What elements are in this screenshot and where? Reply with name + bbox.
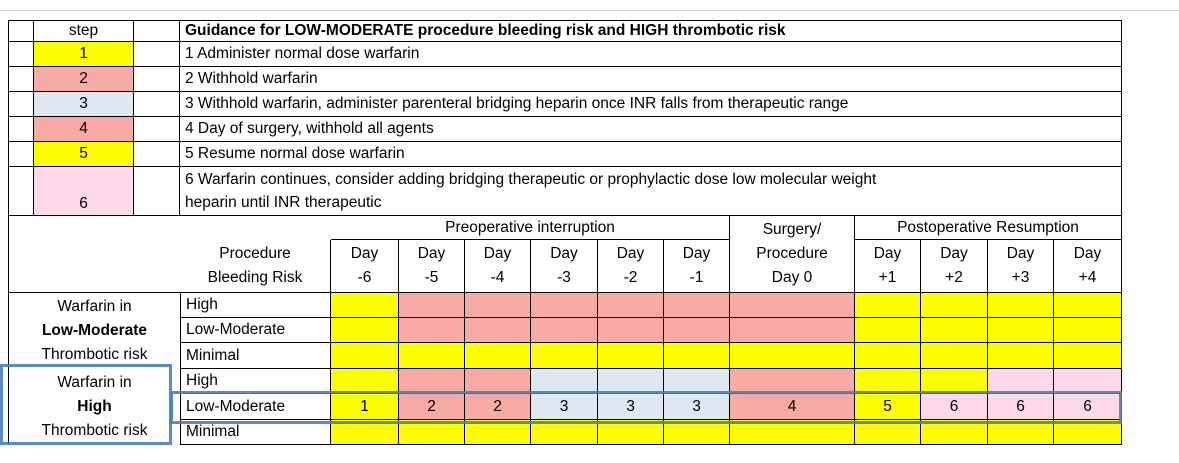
- step-6-text-line1: 6 Warfarin continues, consider adding bridging therapeutic or prophylactic dose low molecular weight: [185, 171, 877, 188]
- day-header: [921, 240, 988, 293]
- day-word: Day: [350, 245, 379, 262]
- group-line1: Warfarin in: [57, 374, 132, 391]
- grid-cell: [988, 318, 1054, 343]
- surgery-line3: Day 0: [771, 269, 813, 286]
- grid-cell: [465, 318, 531, 343]
- day-word: Day: [417, 245, 446, 262]
- grid-cell: [730, 293, 855, 318]
- day-header: [598, 240, 664, 293]
- step-4-badge: 4: [34, 117, 134, 142]
- grid-cell: [465, 343, 531, 369]
- surgery-line1: Surgery/: [762, 221, 822, 238]
- grid-cell: [664, 293, 730, 318]
- blank-cell: [134, 117, 180, 142]
- grid-cell: [1054, 293, 1122, 318]
- grid-cell: [988, 293, 1054, 318]
- day-number: +4: [1078, 269, 1097, 286]
- risk-label: Low-Moderate: [180, 394, 331, 420]
- risk-label: Minimal: [180, 343, 331, 369]
- grid-cell: [855, 318, 921, 343]
- grid-cell-step: 3: [531, 394, 598, 420]
- blank-cell: [134, 20, 180, 42]
- highlight-box-selected-row: [170, 391, 1122, 424]
- grid-cell: [921, 318, 988, 343]
- step-5-badge: 5: [34, 142, 134, 167]
- grid-cell: [855, 293, 921, 318]
- grid-cell-step: 6: [921, 394, 988, 420]
- day-word: Day: [616, 245, 645, 262]
- day-header: [331, 240, 399, 293]
- blank-cell: [134, 92, 180, 117]
- day-word: Day: [873, 245, 902, 262]
- grid-cell: [465, 293, 531, 318]
- blank-cell: [9, 142, 34, 167]
- bleeding-risk-line1: Procedure: [219, 245, 291, 262]
- day-header: [1054, 240, 1122, 293]
- group-line2: Low-Moderate: [41, 322, 148, 339]
- blank-cell: [134, 42, 180, 67]
- low-moderate-thrombotic-label: [9, 293, 180, 369]
- grid-cell: [598, 293, 664, 318]
- grid-cell: [531, 343, 598, 369]
- day-header: [855, 240, 921, 293]
- grid-cell: [921, 343, 988, 369]
- risk-label: Low-Moderate: [180, 318, 331, 343]
- top-divider: [0, 10, 1179, 11]
- grid-cell: [1054, 318, 1122, 343]
- guidance-title: Guidance for LOW-MODERATE procedure bleeding risk and HIGH thrombotic risk: [180, 20, 1122, 42]
- surgery-line2: Procedure: [756, 245, 828, 262]
- grid-cell-step: 3: [598, 394, 664, 420]
- blank-cell: [9, 67, 34, 92]
- grid-cell: [988, 343, 1054, 369]
- day-number: -3: [557, 269, 571, 286]
- grid-cell: [399, 293, 465, 318]
- grid-cell: [399, 343, 465, 369]
- blank-cell: [134, 142, 180, 167]
- day-number: -5: [424, 269, 439, 286]
- grid-cell-step: 5: [855, 394, 921, 420]
- day-word: Day: [1073, 245, 1102, 262]
- grid-cell-step: 4: [730, 394, 855, 420]
- grid-cell: [531, 293, 598, 318]
- blank-cell: [9, 167, 34, 216]
- preop-group-header: Preoperative interruption: [331, 216, 730, 240]
- day-header: [531, 240, 598, 293]
- grid-cell: [598, 343, 664, 369]
- step-3-text: 3 Withhold warfarin, administer parenteral bridging heparin once INR falls from therapeutic range: [180, 92, 1122, 117]
- day-header: [399, 240, 465, 293]
- group-line1: Warfarin in: [57, 298, 132, 315]
- grid-cell: [664, 318, 730, 343]
- day-word: Day: [940, 245, 968, 262]
- risk-label: High: [180, 293, 331, 318]
- grid-cell: [730, 343, 855, 369]
- grid-cell: [730, 318, 855, 343]
- grid-cell: [399, 318, 465, 343]
- step-2-badge: 2: [34, 67, 134, 92]
- grid-cell-step: 6: [1054, 394, 1122, 420]
- blank-cell: [9, 20, 34, 42]
- step-2-text: 2 Withhold warfarin: [180, 67, 1122, 92]
- step-6-text-line2: heparin until INR therapeutic: [185, 194, 382, 211]
- step-1-badge: 1: [34, 42, 134, 67]
- day-number: +2: [945, 269, 963, 286]
- step-3-badge: 3: [34, 92, 134, 117]
- blank-cell: [9, 42, 34, 67]
- bleeding-risk-line2: Bleeding Risk: [207, 269, 303, 286]
- step-1-text: 1 Administer normal dose warfarin: [180, 42, 1122, 67]
- step-6-badge: 6: [34, 167, 134, 216]
- group-line2: High: [77, 398, 112, 415]
- group-line3: Thrombotic risk: [41, 346, 148, 363]
- grid-cell-step: 3: [664, 394, 730, 420]
- grid-cell: [921, 293, 988, 318]
- grid-cell: [331, 343, 399, 369]
- day-word: Day: [483, 245, 512, 262]
- step-6-text: [180, 167, 1122, 216]
- group-line3: Thrombotic risk: [41, 422, 148, 439]
- day-number: -1: [689, 269, 704, 286]
- grid-cell: [598, 318, 664, 343]
- grid-cell-step: 1: [331, 394, 399, 420]
- grid-cell-step: 6: [988, 394, 1054, 420]
- risk-label: High: [180, 369, 331, 394]
- step-header: step: [34, 20, 134, 42]
- blank-cell: [134, 67, 180, 92]
- grid-cell: [855, 343, 921, 369]
- day-word: Day: [550, 245, 578, 262]
- postop-group-header: Postoperative Resumption: [855, 216, 1122, 240]
- bleeding-risk-header: [180, 240, 331, 293]
- surgery-day-header: [730, 216, 855, 293]
- grid-cell-step: 2: [399, 394, 465, 420]
- day-word: Day: [682, 245, 711, 262]
- day-word: Day: [1006, 245, 1035, 262]
- day-header: [465, 240, 531, 293]
- step-5-text: 5 Resume normal dose warfarin: [180, 142, 1122, 167]
- grid-cell: [664, 343, 730, 369]
- highlight-box-high-thrombotic: [0, 364, 172, 445]
- day-number: +1: [878, 269, 897, 286]
- day-number: +3: [1011, 269, 1030, 286]
- grid-cell-step: 2: [465, 394, 531, 420]
- grid-cell: [331, 318, 399, 343]
- day-number: -4: [490, 269, 505, 286]
- day-header: [988, 240, 1054, 293]
- blank-cell: [134, 167, 180, 216]
- grid-cell: [531, 318, 598, 343]
- blank-cell: [9, 117, 34, 142]
- blank-cell: [9, 92, 34, 117]
- grid-cell: [1054, 343, 1122, 369]
- grid-cell: [331, 293, 399, 318]
- day-number: -2: [623, 269, 638, 286]
- day-header: [664, 240, 730, 293]
- risk-label: Minimal: [180, 420, 331, 445]
- step-4-text: 4 Day of surgery, withhold all agents: [180, 117, 1122, 142]
- day-number: -6: [357, 269, 372, 286]
